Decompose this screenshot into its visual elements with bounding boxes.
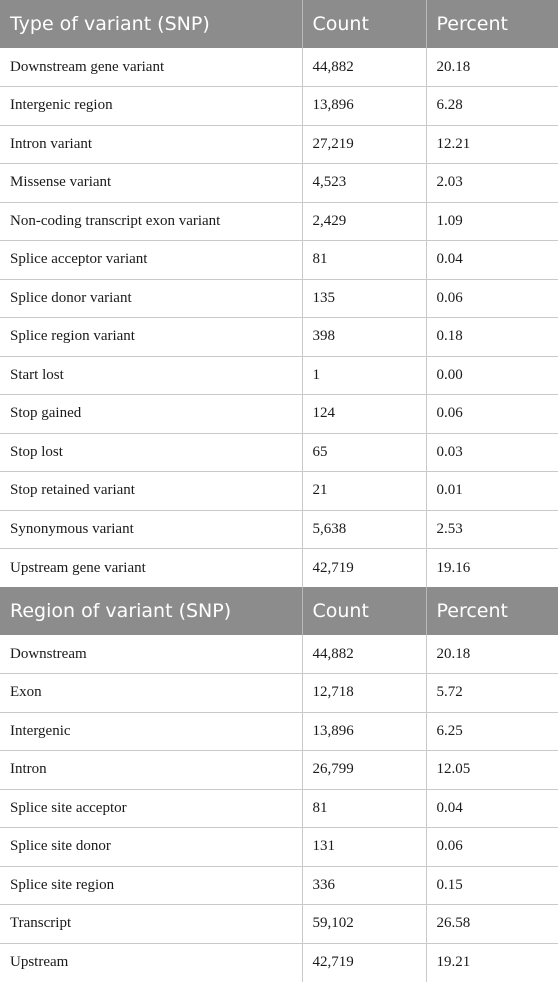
variant-cell: Missense variant (0, 164, 302, 203)
variant-cell: Splice site region (0, 866, 302, 905)
variant-cell: Transcript (0, 905, 302, 944)
variant-cell: Synonymous variant (0, 510, 302, 549)
table-row (0, 674, 558, 713)
count-header: Count (302, 587, 426, 635)
variant-cell: Splice donor variant (0, 279, 302, 318)
section-header-row (0, 587, 558, 635)
count-cell: 4,523 (302, 164, 426, 203)
percent-cell: 0.00 (426, 356, 558, 395)
count-cell: 44,882 (302, 48, 426, 87)
table-row (0, 164, 558, 203)
count-cell: 2,429 (302, 202, 426, 241)
table-row (0, 905, 558, 944)
count-cell: 27,219 (302, 125, 426, 164)
table-row (0, 712, 558, 751)
count-cell: 44,882 (302, 635, 426, 674)
variant-cell: Intron (0, 751, 302, 790)
table-row (0, 87, 558, 126)
percent-cell: 2.53 (426, 510, 558, 549)
percent-header: Percent (426, 587, 558, 635)
variant-cell: Non-coding transcript exon variant (0, 202, 302, 241)
table-row (0, 318, 558, 357)
variant-header: Type of variant (SNP) (0, 0, 302, 48)
table-row (0, 356, 558, 395)
variant-cell: Stop retained variant (0, 472, 302, 511)
percent-cell: 19.16 (426, 549, 558, 588)
section-header-row (0, 0, 558, 48)
table-row (0, 635, 558, 674)
variant-cell: Intergenic (0, 712, 302, 751)
variant-cell: Intergenic region (0, 87, 302, 126)
count-cell: 26,799 (302, 751, 426, 790)
variant-cell: Splice site donor (0, 828, 302, 867)
percent-cell: 2.03 (426, 164, 558, 203)
table-row (0, 943, 558, 982)
percent-cell: 0.06 (426, 395, 558, 434)
percent-cell: 0.06 (426, 828, 558, 867)
count-header: Count (302, 0, 426, 48)
count-cell: 13,896 (302, 712, 426, 751)
table-row (0, 202, 558, 241)
count-cell: 65 (302, 433, 426, 472)
variant-cell: Upstream (0, 943, 302, 982)
count-cell: 398 (302, 318, 426, 357)
percent-cell: 0.04 (426, 241, 558, 280)
count-cell: 124 (302, 395, 426, 434)
count-cell: 81 (302, 789, 426, 828)
table-row (0, 549, 558, 588)
table-row (0, 866, 558, 905)
count-cell: 42,719 (302, 943, 426, 982)
percent-cell: 12.05 (426, 751, 558, 790)
variant-cell: Splice region variant (0, 318, 302, 357)
table-row (0, 510, 558, 549)
variant-cell: Splice site acceptor (0, 789, 302, 828)
table-row (0, 241, 558, 280)
table-row (0, 472, 558, 511)
percent-cell: 0.18 (426, 318, 558, 357)
variant-cell: Upstream gene variant (0, 549, 302, 588)
variant-cell: Stop gained (0, 395, 302, 434)
table-row (0, 789, 558, 828)
table-row (0, 751, 558, 790)
table-row (0, 433, 558, 472)
percent-cell: 1.09 (426, 202, 558, 241)
count-cell: 135 (302, 279, 426, 318)
variant-cell: Exon (0, 674, 302, 713)
percent-cell: 20.18 (426, 48, 558, 87)
percent-cell: 0.01 (426, 472, 558, 511)
count-cell: 21 (302, 472, 426, 511)
variant-cell: Splice acceptor variant (0, 241, 302, 280)
count-cell: 12,718 (302, 674, 426, 713)
count-cell: 59,102 (302, 905, 426, 944)
percent-cell: 19.21 (426, 943, 558, 982)
percent-header: Percent (426, 0, 558, 48)
variant-cell: Intron variant (0, 125, 302, 164)
count-cell: 1 (302, 356, 426, 395)
count-cell: 42,719 (302, 549, 426, 588)
percent-cell: 0.04 (426, 789, 558, 828)
table-row (0, 279, 558, 318)
variant-cell: Start lost (0, 356, 302, 395)
percent-cell: 6.25 (426, 712, 558, 751)
percent-cell: 5.72 (426, 674, 558, 713)
count-cell: 336 (302, 866, 426, 905)
percent-cell: 12.21 (426, 125, 558, 164)
count-cell: 131 (302, 828, 426, 867)
percent-cell: 0.15 (426, 866, 558, 905)
percent-cell: 6.28 (426, 87, 558, 126)
table-row (0, 48, 558, 87)
table-row (0, 125, 558, 164)
percent-cell: 0.03 (426, 433, 558, 472)
variant-cell: Downstream (10, 645, 87, 662)
count-cell: 5,638 (302, 510, 426, 549)
variant-cell: Stop lost (0, 433, 302, 472)
table-row (0, 395, 558, 434)
table-row (0, 828, 558, 867)
count-cell: 13,896 (302, 87, 426, 126)
variant-cell: Downstream gene variant (10, 58, 165, 75)
percent-cell: 20.18 (426, 635, 558, 674)
variant-header: Region of variant (SNP) (0, 587, 302, 635)
count-cell: 81 (302, 241, 426, 280)
percent-cell: 0.06 (426, 279, 558, 318)
percent-cell: 26.58 (426, 905, 558, 944)
